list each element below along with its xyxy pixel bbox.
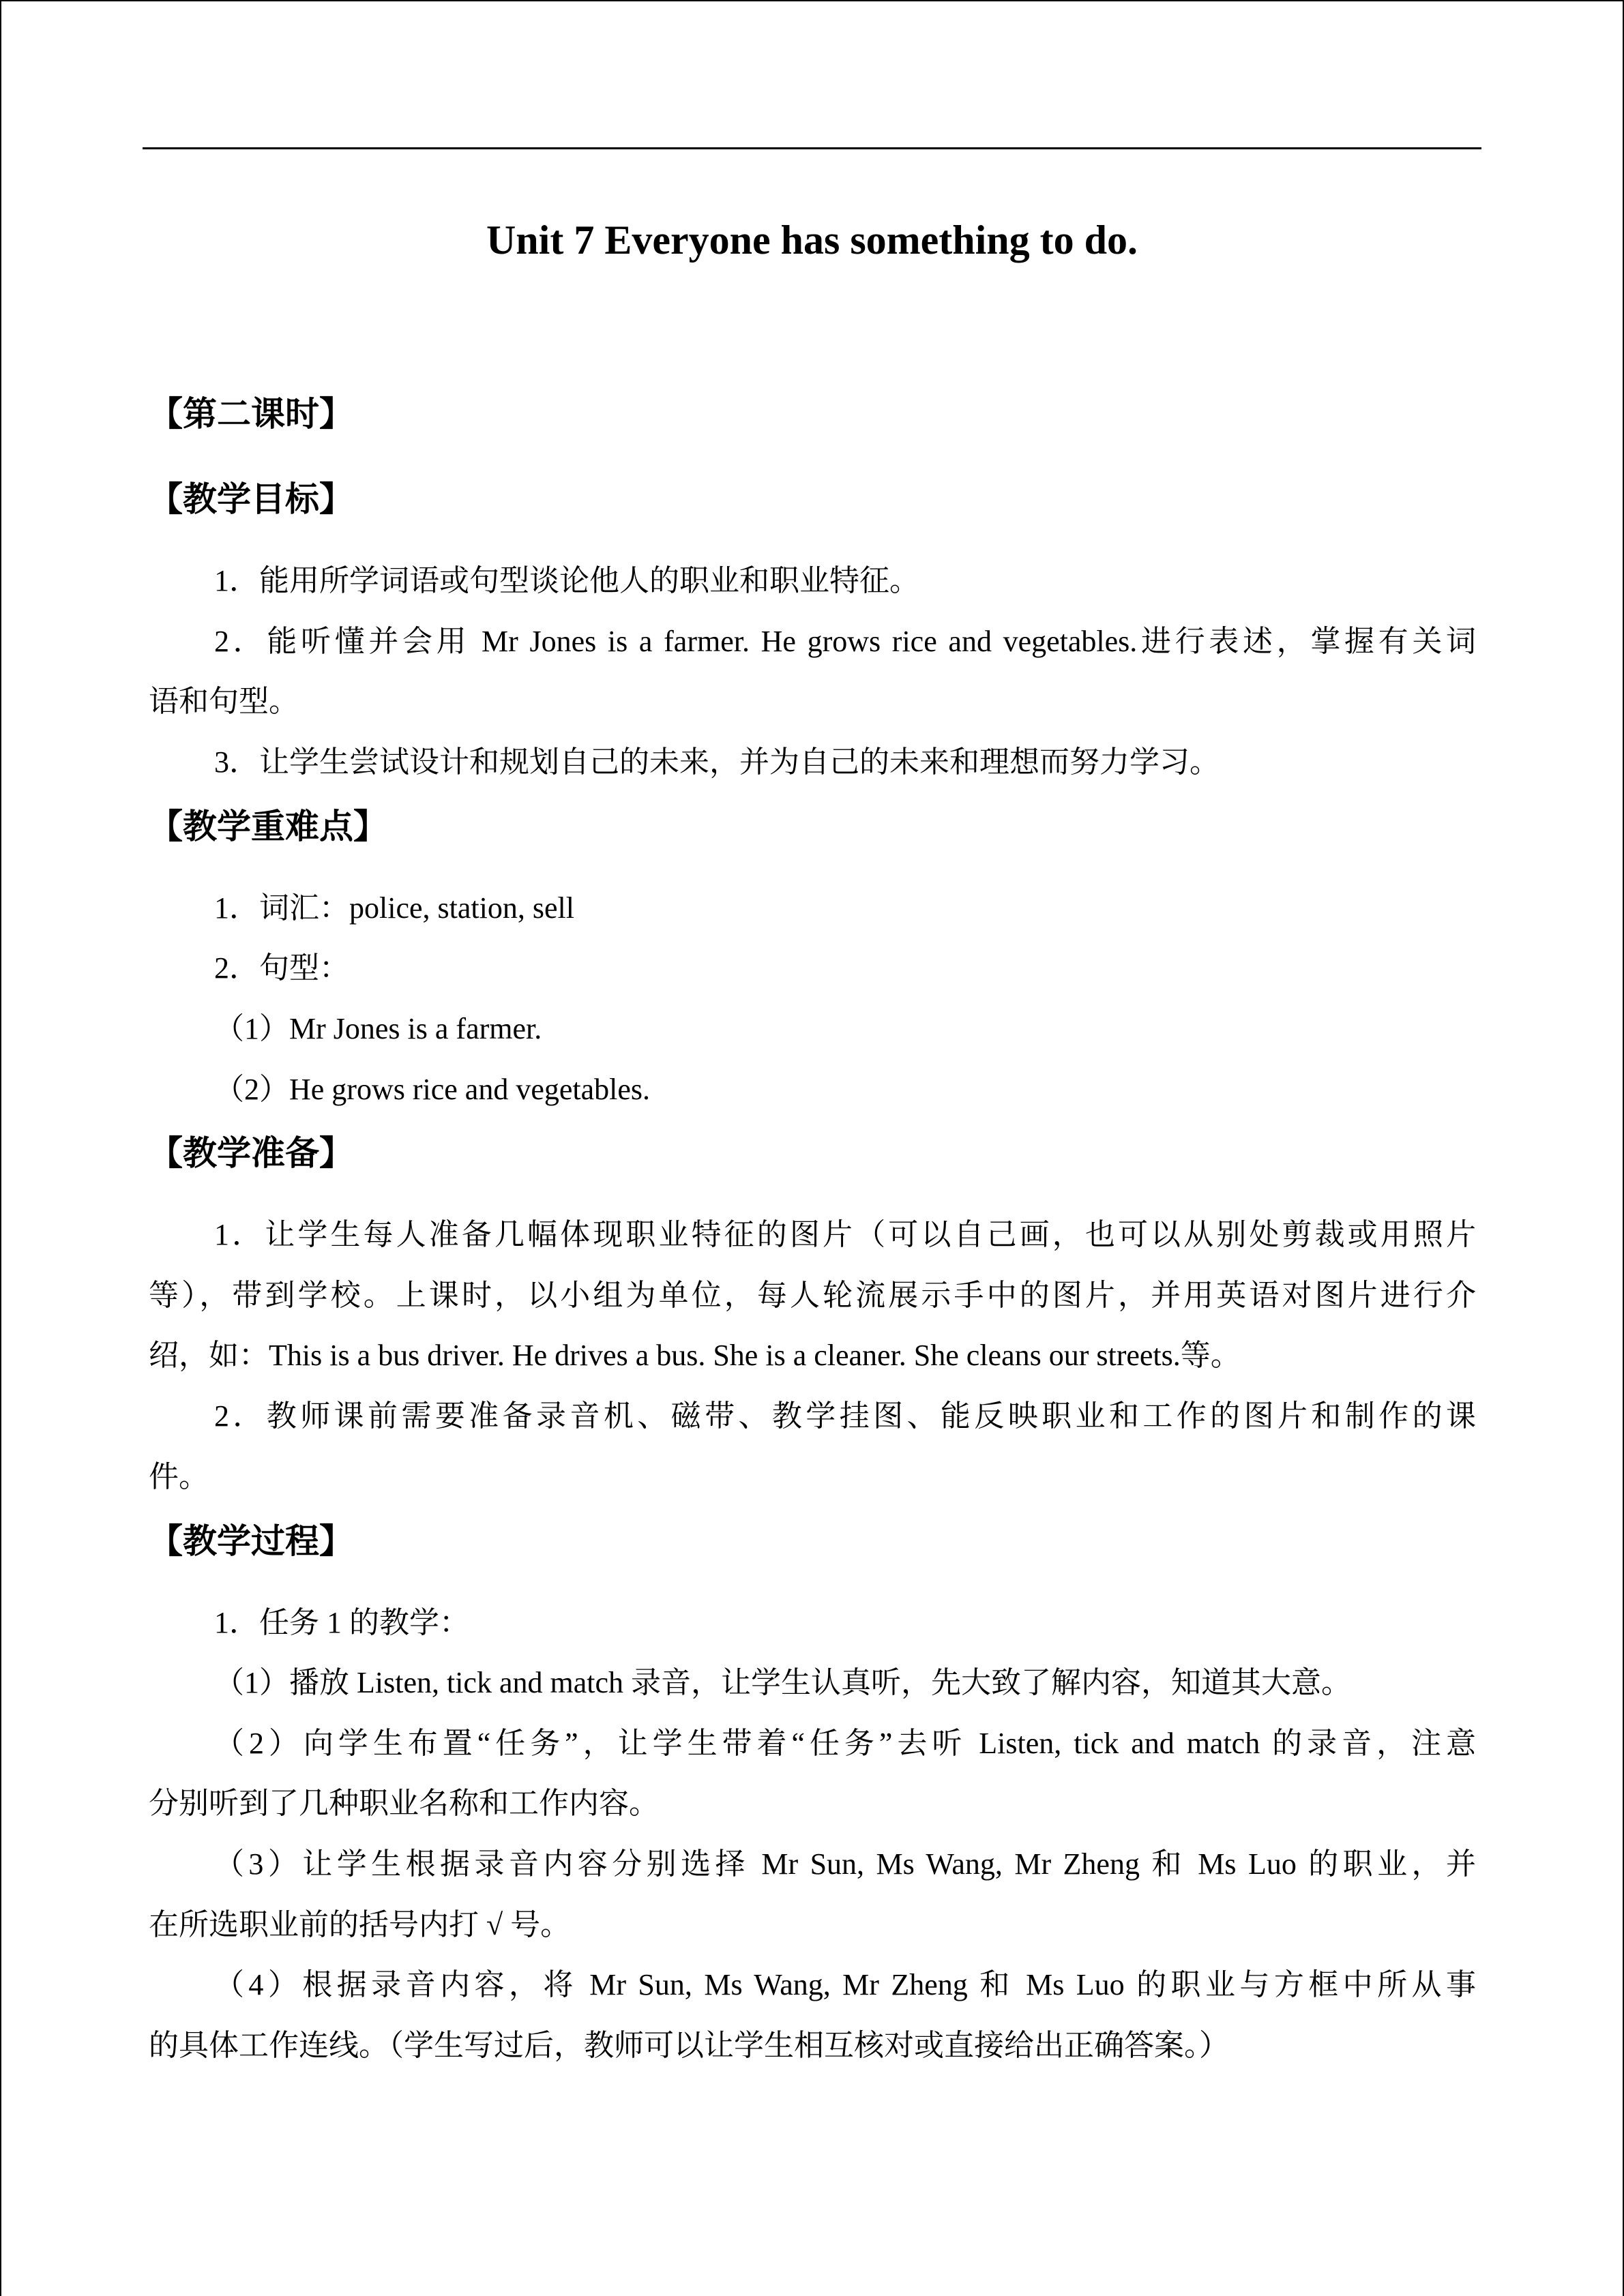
objective-item-2-line-2: 语和句型。	[149, 685, 299, 718]
process-step-3-line-2: 在所选职业前的括号内打 √ 号。	[149, 1908, 571, 1941]
preparation-item-2-line-2: 件。	[149, 1460, 209, 1493]
preparation-item-1-line-2: 等），带到学校。上课时，以小组为单位，每人轮流展示手中的图片，并用英语对图片进行介	[149, 1279, 1476, 1312]
header-rule	[143, 147, 1481, 149]
document-title: Unit 7 Everyone has something to do.	[486, 218, 1138, 263]
process-step-3-line-1: （3）让学生根据录音内容分别选择 Mr Sun, Ms Wang, Mr Zheng 和 Ms Luo 的职业，并	[214, 1847, 1476, 1881]
key-point-vocab: 1．词汇：police, station, sell	[214, 891, 574, 925]
process-step-4-line-1: （4）根据录音内容，将 Mr Sun, Ms Wang, Mr Zheng 和 Ms Luo 的职业与方框中所从事	[214, 1968, 1476, 2001]
preparation-item-2-line-1: 2．教师课前需要准备录音机、磁带、教学挂图、能反映职业和工作的图片和制作的课	[214, 1399, 1476, 1433]
process-step-1: （1）播放 Listen, tick and match 录音，让学生认真听，先大致了解内容，知道其大意。	[214, 1666, 1351, 1699]
heading-lesson: 【第二课时】	[149, 394, 353, 434]
key-point-pattern-1: （1）Mr Jones is a farmer.	[214, 1012, 542, 1045]
objective-item-1: 1．能用所学词语或句型谈论他人的职业和职业特征。	[214, 564, 919, 597]
process-step-4-line-2: 的具体工作连线。（学生写过后，教师可以让学生相互核对或直接给出正确答案。）	[149, 2029, 1229, 2062]
preparation-item-1-line-3: 绍，如：This is a bus driver. He drives a bus. She is a cleaner. She cleans our streets.等。	[149, 1339, 1241, 1372]
heading-objectives: 【教学目标】	[149, 479, 353, 519]
objective-item-3: 3．让学生尝试设计和规划自己的未来，并为自己的未来和理想而努力学习。	[214, 745, 1220, 779]
process-step-2-line-2: 分别听到了几种职业名称和工作内容。	[149, 1787, 659, 1820]
heading-preparation: 【教学准备】	[149, 1133, 353, 1173]
heading-key-points: 【教学重难点】	[149, 807, 387, 846]
key-point-patterns: 2．句型：	[214, 951, 349, 985]
preparation-item-1-line-1: 1．让学生每人准备几幅体现职业特征的图片（可以自己画，也可以从别处剪裁或用照片	[214, 1218, 1476, 1251]
process-step-2-line-1: （2）向学生布置“任务”，让学生带着“任务”去听 Listen, tick and match 的录音，注意	[214, 1727, 1476, 1760]
heading-process: 【教学过程】	[149, 1521, 353, 1561]
process-task-1: 1．任务 1 的教学：	[214, 1606, 469, 1639]
objective-item-2-line-1: 2．能听懂并会用 Mr Jones is a farmer. He grows rice and vegetables.进行表述，掌握有关词	[214, 625, 1476, 658]
key-point-pattern-2: （2）He grows rice and vegetables.	[214, 1073, 651, 1106]
